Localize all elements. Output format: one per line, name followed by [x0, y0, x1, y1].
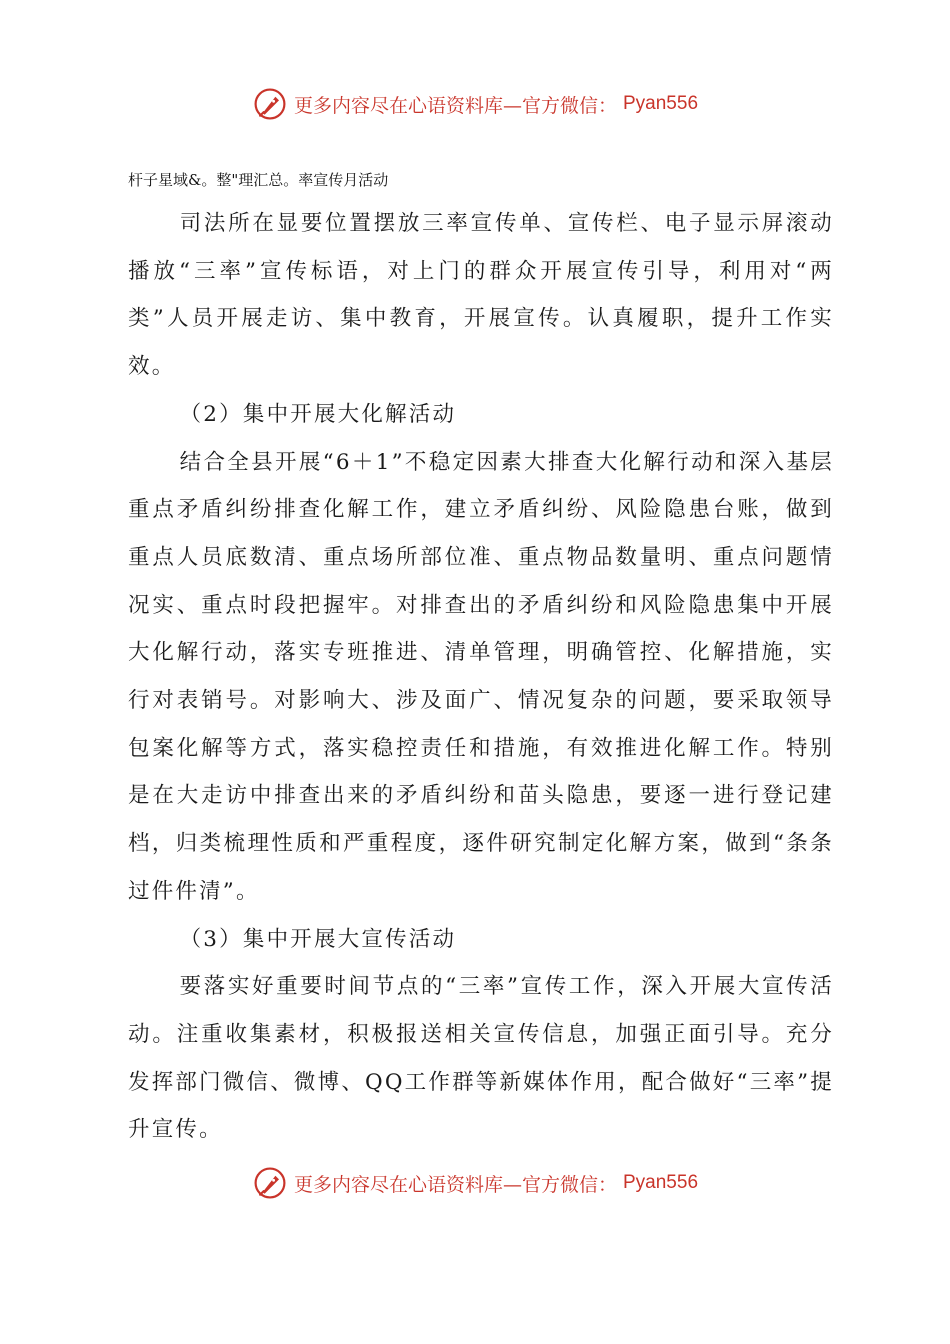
watermark-account: Pyan556	[623, 93, 699, 114]
paragraph-1: 司法所在显要位置摆放三率宣传单、宣传栏、电子显示屏滚动播放“三率”宣传标语，对上门的群众开展宣传引导，利用对“两类”人员开展走访、集中教育，开展宣传。认真履职，提升工作实效。	[128, 211, 834, 380]
watermark-content	[252, 1165, 698, 1201]
paragraph-2: 结合全县开展“6＋1”不稳定因素大排查大化解行动和深入基层重点矛盾纠纷排查化解工作，建立矛盾纠纷、风险隐患台账，做到重点人员底数清、重点场所部位准、重点物品数量明、重点问题情况实、重点时段把握牢。对排查出的矛盾纠纷和风险隐患集中开展大化解行动，落实专班推进、清单管理，明确管控、化解措施，实行对表销号。对影响大、涉及面广、情况复杂的问题，要采取领导包案化解等方式，落实稳控责任和措施，有效推进化解工作。特别是在大走访中排查出来的矛盾纠纷和苗头隐患，要逐一进行登记建档，归类梳理性质和严重程度，逐件研究制定化解方案，做到“条条过件件清”。	[128, 449, 834, 904]
watermark-account: Pyan556	[623, 1172, 699, 1193]
document-body	[128, 160, 834, 1154]
garbled-heading-line: 杆子星域&。整"理汇总。率宣传月活动	[128, 171, 389, 189]
watermark-text: 更多内容尽在心语资料库—官方微信：	[293, 1173, 617, 1196]
section-heading-2: （2）集中开展大化解活动	[179, 401, 457, 427]
pen-nib-logo-icon	[252, 1165, 288, 1201]
watermark-content	[252, 86, 698, 122]
watermark-banner-bottom	[0, 1163, 950, 1203]
watermark-banner-top	[0, 84, 950, 124]
section-heading-3: （3）集中开展大宣传活动	[179, 926, 457, 952]
paragraph-3: 要落实好重要时间节点的“三率”宣传工作，深入开展大宣传活动。注重收集素材，积极报送相关宣传信息，加强正面引导。充分发挥部门微信、微博、QQ工作群等新媒体作用，配合做好“三率”提升宣传。	[128, 974, 834, 1143]
pen-nib-logo-icon	[252, 86, 288, 122]
watermark-text: 更多内容尽在心语资料库—官方微信：	[293, 94, 617, 117]
